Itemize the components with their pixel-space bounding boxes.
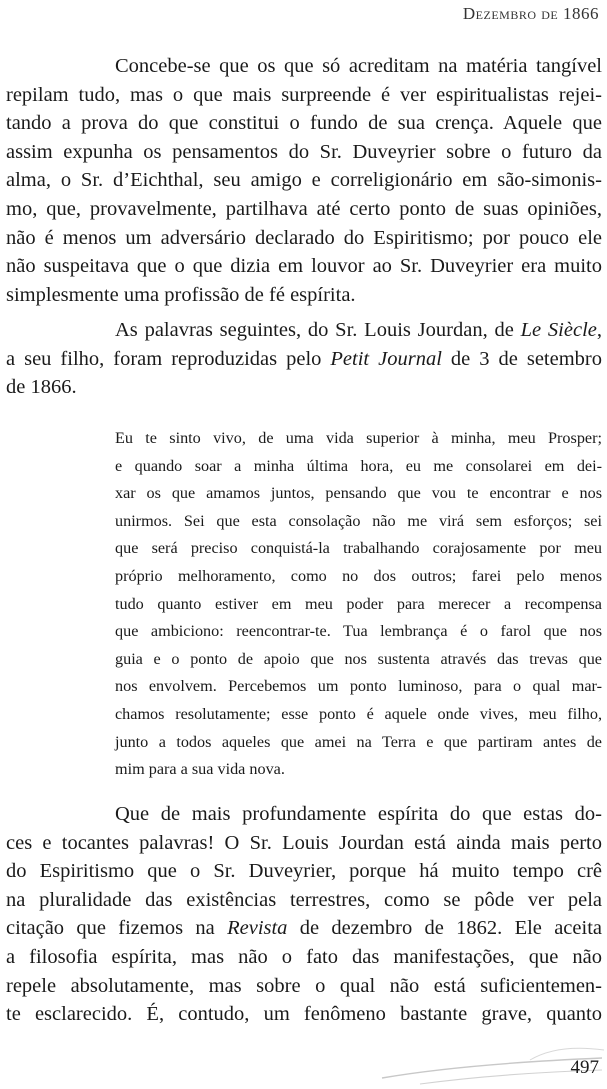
quote-line: junto a todos aqueles que amei na Terra e que partiram antes de bbox=[115, 732, 602, 751]
paragraph-3-line: te esclarecido. É, contudo, um fenômeno bastante grave, quanto bbox=[6, 1003, 602, 1026]
paragraph-3-line: repele absolutamente, mas sobre o qual não está suficientemen- bbox=[6, 974, 602, 997]
paragraph-3-text: citação que fizemos na bbox=[6, 917, 228, 940]
running-head bbox=[463, 4, 599, 24]
quote-line: Eu te sinto vivo, de uma vida superior à minha, meu Prosper; bbox=[115, 429, 602, 447]
quote-line: xar os que amamos juntos, pensando que vou te encontrar e nos bbox=[115, 484, 602, 503]
paragraph-3 bbox=[6, 800, 602, 1029]
quote-line: próprio melhoramento, como no dos outros; farei pelo menos bbox=[115, 566, 602, 585]
paragraph-3-line: Que de mais profundamente espírita do que estas do- bbox=[115, 803, 602, 825]
quote-line: que será preciso conquistá-la trabalhando corajosamente por meu bbox=[115, 539, 602, 558]
journal-title-revista: Revista bbox=[227, 917, 288, 940]
paragraph-2-text: a seu filho, foram reproduzidas pelo bbox=[6, 347, 331, 370]
quote-line: chamos resolutamente; esse ponto é aquele onde vives, meu filho, bbox=[115, 704, 602, 723]
quote-line: guia e o ponto de apoio que nos sustenta através das trevas que bbox=[115, 649, 602, 668]
paragraph-3-line: a filosofia espírita, mas não o fato das manifestações, que não bbox=[6, 945, 602, 968]
paragraph-1-line: não é menos um adversário declarado do Espiritismo; por pouco ele bbox=[6, 226, 602, 249]
paragraph-2-line bbox=[6, 345, 602, 374]
paragraph-3-line: ces e tocantes palavras! O Sr. Louis Jourdan está ainda mais perto bbox=[6, 831, 602, 854]
quote-line: tudo quanto estiver em meu poder para merecer a recompensa bbox=[115, 594, 602, 613]
paragraph-2-text: de 3 de setembro bbox=[441, 347, 602, 370]
paragraph-1-line: Concebe-se que os que só acreditam na matéria tangível bbox=[115, 55, 602, 77]
quote-line: mim para a sua vida nova. bbox=[115, 760, 285, 779]
newspaper-title-le-siecle: Le Siècle bbox=[520, 319, 597, 341]
quote-line: e quando soar a minha última hora, eu me consolarei em dei- bbox=[115, 456, 602, 475]
paragraph-1-line: assim expunha os pensamentos do Sr. Duveyrier sobre o futuro da bbox=[6, 140, 602, 163]
paragraph-2-line bbox=[6, 316, 602, 345]
quote-line: que ambiciono: reencontrar-te. Tua lembrança é o farol que nos bbox=[115, 622, 602, 641]
paragraph-2-line: de 1866. bbox=[6, 376, 77, 399]
paragraph-3-text: de dezembro de 1862. Ele aceita bbox=[287, 917, 602, 940]
page-number: 497 bbox=[570, 1057, 599, 1078]
quote-line: nos envolvem. Percebemos um ponto luminoso, para o qual mar- bbox=[115, 677, 602, 696]
newspaper-title-petit-journal: Petit Journal bbox=[330, 347, 442, 370]
paragraph-1 bbox=[6, 52, 602, 309]
paragraph-1-line: alma, o Sr. d’Eichthal, seu amigo e correligionário em são-simonis- bbox=[6, 169, 602, 192]
paragraph-2 bbox=[6, 316, 602, 402]
running-title: Dezembro de 1866 bbox=[462, 4, 599, 23]
paragraph-2-text: , bbox=[596, 319, 602, 341]
paragraph-3-line: na pluralidade das existências terrestres, como se pôde ver pela bbox=[6, 888, 602, 911]
paragraph-3-line bbox=[6, 914, 602, 943]
paragraph-1-line: simplesmente uma profissão de fé espírita. bbox=[6, 283, 356, 306]
quote-line: unirmos. Sei que esta consolação não me virá sem esforços; sei bbox=[115, 511, 602, 530]
paragraph-1-line: mo, que, provavelmente, partilhava até certo ponto de suas opiniões, bbox=[6, 197, 602, 220]
paragraph-1-line: não suspeitava que o que dizia em louvor ao Sr. Duveyrier era muito bbox=[6, 255, 602, 278]
paragraph-1-line: tando a prova do que constitui o fundo de sua crença. Aquele que bbox=[6, 112, 602, 135]
block-quote bbox=[115, 425, 602, 784]
paragraph-2-text: As palavras seguintes, do Sr. Louis Jourdan, de bbox=[115, 319, 521, 341]
paragraph-1-line: repilam tudo, mas o que mais surpreende é ver espiritualistas rejei- bbox=[6, 83, 602, 106]
paragraph-3-line: do Espiritismo que o Sr. Duveyrier, porque há muito tempo crê bbox=[6, 860, 602, 883]
